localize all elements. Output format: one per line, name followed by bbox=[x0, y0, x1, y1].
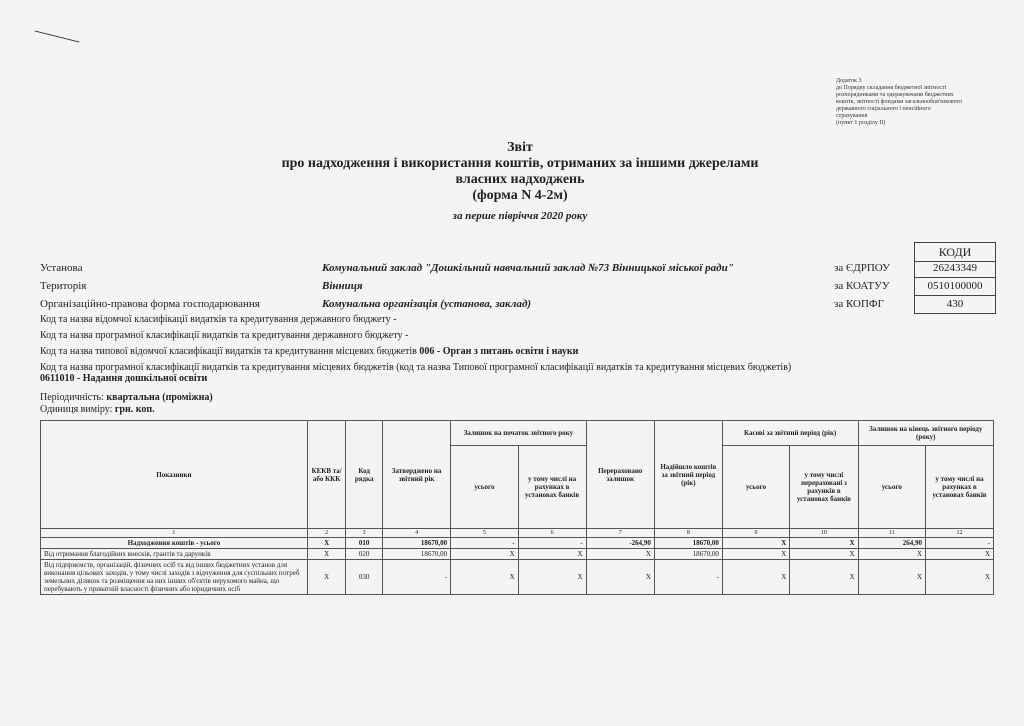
table-cell: X bbox=[790, 560, 858, 595]
table-cell: 18670,00 bbox=[654, 549, 722, 560]
classification-line-4-label: Код та назва програмної класифікації видатків та кредитування місцевих бюджетів (код та назва Типової програмної класифікації видатків та кредитування місцевих бюджетів) bbox=[40, 362, 792, 373]
codes-header: КОДИ bbox=[914, 242, 996, 262]
header-received: Надійшло коштів за звітний період (рік) bbox=[654, 421, 722, 529]
table-cell: X bbox=[307, 549, 346, 560]
appendix-line: (пункт 1 розділу II) bbox=[836, 120, 886, 126]
legal-form-label: Організаційно-правова форма господарювання bbox=[40, 298, 260, 310]
table-cell: X bbox=[451, 560, 518, 595]
edrpou-label: за ЄДРПОУ bbox=[834, 262, 890, 274]
header-kekv: КЕКВ та/або ККК bbox=[307, 421, 346, 529]
header-indicators: Показники bbox=[41, 421, 308, 529]
col-number: 5 bbox=[451, 529, 518, 538]
table-cell: 18670,00 bbox=[654, 538, 722, 549]
col-number: 8 bbox=[654, 529, 722, 538]
table-row bbox=[41, 560, 994, 595]
table-cell: 010 bbox=[346, 538, 383, 549]
territory-label: Територія bbox=[40, 280, 87, 292]
periodicity-value: квартальна (проміжна) bbox=[106, 392, 213, 403]
header-approved: Затверджено на звітний рік bbox=[382, 421, 450, 529]
kopfg-label: за КОПФГ bbox=[834, 298, 884, 310]
table-cell: 18670,00 bbox=[382, 549, 450, 560]
table-cell: X bbox=[926, 549, 994, 560]
report-title-line3: власних надходжень bbox=[455, 172, 585, 187]
col-number: 7 bbox=[586, 529, 654, 538]
institution-value: Комунальний заклад "Дошкільний навчальний заклад №73 Вінницької міської ради" bbox=[322, 262, 734, 274]
header-balance-end: Залишок на кінець звітного періоду (року) bbox=[858, 421, 993, 446]
table-cell: 020 bbox=[346, 549, 383, 560]
col-number: 10 bbox=[790, 529, 858, 538]
table-cell: X bbox=[858, 549, 925, 560]
classification-line-4-value: 0611010 - Надання дошкільної освіти bbox=[40, 373, 208, 384]
col-number: 9 bbox=[722, 529, 789, 538]
header-row-code: Код рядка bbox=[346, 421, 383, 529]
appendix-line: до Порядку складання бюджетної звітності bbox=[836, 85, 947, 91]
row-label: Надходження коштів - усього bbox=[41, 538, 308, 549]
koatuu-label: за КОАТУУ bbox=[834, 280, 890, 292]
table-cell: X bbox=[722, 538, 789, 549]
table-cell: - bbox=[654, 560, 722, 595]
col-number: 1 bbox=[41, 529, 308, 538]
header-transferred: Перераховано залишок bbox=[586, 421, 654, 529]
koatuu-code: 0510100000 bbox=[914, 278, 996, 296]
header-balance-start: Залишок на початок звітного року bbox=[451, 421, 586, 446]
header-cash: Касові за звітний період (рік) bbox=[722, 421, 858, 446]
table-cell: X bbox=[586, 549, 654, 560]
table-cell: X bbox=[307, 538, 346, 549]
table-cell: X bbox=[518, 560, 586, 595]
header-start-banks: у тому числі на рахунках в установах банків bbox=[518, 446, 586, 529]
classification-line-1: Код та назва відомчої класифікації видатків та кредитування державного бюджету - bbox=[40, 314, 397, 325]
header-end-total: усього bbox=[858, 446, 925, 529]
report-period: за перше півріччя 2020 року bbox=[452, 210, 588, 222]
col-number: 3 bbox=[346, 529, 383, 538]
table-cell: - bbox=[518, 538, 586, 549]
col-number: 6 bbox=[518, 529, 586, 538]
table-cell: 030 bbox=[346, 560, 383, 595]
kopfg-code: 430 bbox=[914, 296, 996, 314]
table-cell: X bbox=[722, 560, 789, 595]
unit-value: грн. коп. bbox=[114, 404, 155, 415]
table-cell: - bbox=[926, 538, 994, 549]
periodicity bbox=[40, 392, 800, 403]
periodicity-label: Періодичність: bbox=[40, 392, 107, 403]
report-title-line2: про надходження і використання коштів, отриманих за іншими джерелами bbox=[281, 156, 759, 171]
report-title: Звіт bbox=[507, 140, 533, 155]
territory-value: Вінниця bbox=[322, 280, 363, 292]
report-form-number: (форма N 4-2м) bbox=[472, 188, 568, 203]
report-table bbox=[40, 420, 994, 595]
table-row bbox=[41, 549, 994, 560]
institution-label: Установа bbox=[40, 262, 83, 274]
table-cell: X bbox=[790, 538, 858, 549]
col-number: 2 bbox=[307, 529, 346, 538]
table-cell: 264,90 bbox=[858, 538, 925, 549]
table-cell: X bbox=[307, 560, 346, 595]
classification-line-3-label: Код та назва типової відомчої класифікації видатків та кредитування місцевих бюджетів bbox=[40, 346, 420, 357]
col-number: 11 bbox=[858, 529, 925, 538]
table-row bbox=[41, 538, 994, 549]
appendix-line: державного соціального і пенсійного bbox=[836, 106, 931, 112]
appendix-line: коштів, звітності фондами загальнообов'язкового bbox=[836, 99, 962, 105]
table-cell: X bbox=[451, 549, 518, 560]
table-cell: X bbox=[790, 549, 858, 560]
classification-line-4 bbox=[40, 362, 800, 384]
table-cell: X bbox=[858, 560, 925, 595]
header-start-total: усього bbox=[451, 446, 518, 529]
appendix-line: Додаток 3 bbox=[836, 78, 862, 84]
row-label: Від підприємств, організацій, фізичних осіб та від інших бюджетних установ для виконання цільових заходів, у тому числі заходів з відчуження для суспільних потреб земельних ділянок та розміщення на них інших об'єктів нерухомого майна, що перебувають у приватній власності фізичних або юридичних осіб bbox=[41, 560, 308, 595]
table-cell: X bbox=[926, 560, 994, 595]
edrpou-code: 26243349 bbox=[914, 260, 996, 278]
col-number: 4 bbox=[382, 529, 450, 538]
appendix-line: страхування bbox=[836, 113, 868, 119]
table-cell: 18670,00 bbox=[382, 538, 450, 549]
table-cell: X bbox=[518, 549, 586, 560]
row-label: Від отримання благодійних внесків, грантів та дарунків bbox=[41, 549, 308, 560]
appendix-note bbox=[836, 78, 996, 127]
col-number: 12 bbox=[926, 529, 994, 538]
unit-of-measure bbox=[40, 404, 800, 415]
appendix-line: розпорядниками та одержувачами бюджетних bbox=[836, 92, 954, 98]
header-end-banks: у тому числі на рахунках в установах банків bbox=[926, 446, 994, 529]
table-cell: - bbox=[451, 538, 518, 549]
classification-line-2: Код та назва програмної класифікації видатків та кредитування державного бюджету - bbox=[40, 330, 409, 341]
unit-label: Одиниця виміру: bbox=[40, 404, 115, 415]
classification-line-3-value: 006 - Орган з питань освіти і науки bbox=[419, 346, 579, 357]
legal-form-value: Комунальна організація (установа, заклад) bbox=[322, 298, 532, 310]
scan-mark bbox=[35, 30, 80, 42]
header-cash-transferred: у тому числі перераховані з рахунків в установах банків bbox=[790, 446, 858, 529]
classification-line-3 bbox=[40, 346, 800, 357]
table-cell: X bbox=[586, 560, 654, 595]
table-cell: X bbox=[722, 549, 789, 560]
table-cell: - bbox=[382, 560, 450, 595]
header-cash-total: усього bbox=[722, 446, 789, 529]
table-cell: -264,90 bbox=[586, 538, 654, 549]
